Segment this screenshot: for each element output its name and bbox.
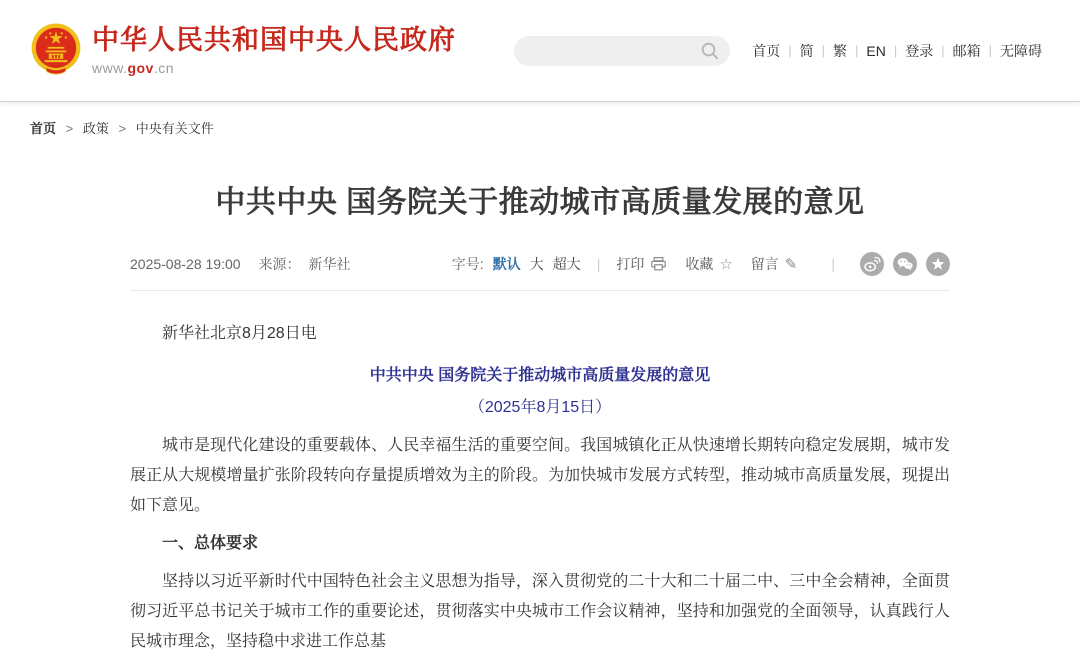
site-title: 中华人民共和国中央人民政府 (92, 24, 456, 55)
comment-button[interactable] (751, 254, 798, 274)
article-meta-right (452, 252, 950, 276)
nav-simplified[interactable]: 简 (799, 42, 814, 59)
article-meta-bar (130, 252, 950, 276)
document-title: 中共中央 国务院关于推动城市高质量发展的意见 (369, 367, 711, 384)
nav-separator: | (821, 43, 825, 58)
section-heading-1: 一、总体要求 (162, 535, 259, 552)
font-size-xlarge-button[interactable]: 超大 (552, 256, 581, 272)
nav-separator: | (988, 43, 992, 58)
article-meta-left (130, 254, 351, 274)
nav-traditional[interactable]: 繁 (832, 42, 847, 59)
search-box (514, 36, 730, 66)
printer-icon (650, 256, 667, 272)
breadcrumb-central-documents[interactable]: 中央有关文件 (135, 121, 214, 136)
search-input[interactable] (528, 43, 700, 59)
article-body (130, 291, 950, 657)
nav-separator: | (854, 43, 859, 58)
national-emblem-icon (30, 22, 82, 80)
url-gov: gov (127, 60, 154, 77)
source-link[interactable]: 新华社 (308, 256, 351, 272)
weibo-share-icon[interactable] (860, 252, 884, 276)
nav-separator: | (941, 43, 945, 58)
source-label: 来源： (258, 256, 301, 272)
site-logo[interactable] (30, 22, 456, 80)
comment-label: 留言 (750, 256, 779, 272)
url-www: www. (92, 60, 128, 77)
breadcrumb-policy[interactable]: 政策 (82, 121, 109, 136)
star-outline-icon: ☆ (719, 256, 733, 273)
dateline: 新华社北京8月28日电 (162, 325, 317, 342)
search-icon[interactable] (700, 41, 720, 61)
breadcrumb-home[interactable]: 首页 (30, 121, 57, 136)
brand-text (92, 25, 456, 76)
publish-datetime: 2025-08-28 19:00 (130, 256, 241, 272)
favorite-label: 收藏 (685, 256, 714, 272)
star-share-icon[interactable] (926, 252, 950, 276)
paragraph-intro: 城市是现代化建设的重要载体、人民幸福生活的重要空间。我国城镇化正从快速增长期转向稳定发展期，城市发展正从大规模增量扩张阶段转向存量提质增效为主的阶段。为加快城市发展方式转型，推动城市高质量发展，现提出如下意见。 (130, 437, 950, 514)
meta-separator: | (596, 256, 601, 272)
nav-mail[interactable]: 邮箱 (952, 42, 981, 59)
top-nav (744, 41, 1050, 61)
page-title: 中共中央 国务院关于推动城市高质量发展的意见 (215, 186, 865, 219)
nav-accessibility[interactable]: 无障碍 (1000, 42, 1042, 59)
font-size-label: 字号: (451, 256, 484, 272)
nav-english[interactable]: EN (866, 42, 886, 59)
nav-home[interactable]: 首页 (752, 42, 781, 59)
print-label: 打印 (616, 256, 645, 272)
meta-separator: | (831, 256, 835, 272)
pencil-icon: ✎ (784, 256, 798, 273)
nav-separator: | (893, 43, 898, 58)
favorite-button[interactable] (685, 254, 732, 274)
article (130, 183, 950, 657)
print-button[interactable] (616, 254, 667, 274)
font-size-default-button[interactable]: 默认 (492, 256, 521, 272)
breadcrumb-separator: > (65, 121, 74, 136)
site-header (0, 0, 1080, 102)
breadcrumb (0, 102, 1080, 145)
font-size-large-button[interactable]: 大 (529, 256, 544, 272)
site-url (92, 60, 456, 76)
document-date: （2025年8月15日） (468, 399, 612, 416)
url-cn: .cn (153, 60, 175, 77)
nav-login[interactable]: 登录 (905, 42, 934, 59)
paragraph-guiding: 坚持以习近平新时代中国特色社会主义思想为指导，深入贯彻党的二十大和二十届二中、三中全会精神，全面贯彻习近平总书记关于城市工作的重要论述，贯彻落实中央城市工作会议精神，坚持和加强党的全面领导，认真践行人民城市理念，坚持稳中求进工作总基 (130, 573, 950, 650)
wechat-share-icon[interactable] (893, 252, 917, 276)
breadcrumb-separator: > (118, 121, 127, 136)
nav-separator: | (788, 43, 792, 58)
